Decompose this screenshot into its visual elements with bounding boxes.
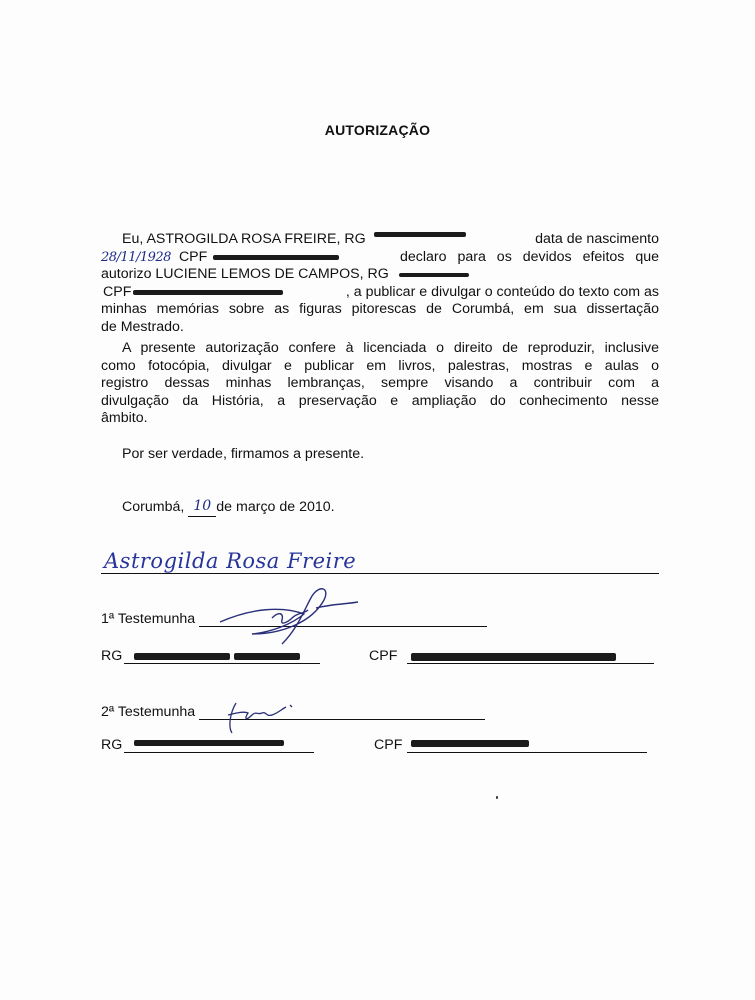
- witness-1-row: 1ª Testemunha: [101, 611, 487, 627]
- witness-1-rg-line: [124, 649, 320, 664]
- paragraph-2-line-4: divulgação da História, a preservação e ampliação do conhecimento nesse: [101, 392, 659, 409]
- paragraph-1-line-6: de Mestrado.: [101, 318, 184, 335]
- redacted-witness-1-rg: [134, 653, 230, 660]
- paragraph-1-line-5: minhas memórias sobre as figuras pitorescas de Corumbá, em sua dissertação: [101, 301, 659, 318]
- paragraph-1-line-4: CPF , a publicar e divulgar o conteúdo do texto com as: [103, 283, 659, 300]
- paragraph-1-line-2: 28/11/1928 CPF declaro para os devidos efeitos que: [101, 248, 659, 265]
- closing-line: Por ser verdade, firmamos a presente.: [122, 446, 365, 462]
- paragraph-2-line-1: A presente autorização confere à licenciada o direito de reproduzir, inclusive: [122, 340, 659, 356]
- paragraph-1-line-3: autorizo LUCIENE LEMOS DE CAMPOS, RG: [101, 266, 659, 284]
- handwritten-day: 10: [188, 498, 216, 517]
- witness-1-rg-row: RG: [101, 648, 320, 664]
- date-line: Corumbá, 10 de março de 2010.: [122, 498, 335, 515]
- witness-2-rg-line: [124, 738, 314, 753]
- witness-1-cpf-line: [407, 649, 654, 664]
- scan-speck: [496, 796, 498, 799]
- redacted-witness-1-cpf: [411, 653, 616, 661]
- witness-1-signature-icon: [212, 578, 362, 648]
- redacted-witness-2-rg: [134, 740, 284, 746]
- handwritten-signature: Astrogilda Rosa Freire: [104, 549, 357, 573]
- witness-2-row: 2ª Testemunha: [101, 704, 485, 720]
- witness-1-cpf-row: CPF: [369, 648, 654, 664]
- paragraph-1: [101, 231, 659, 337]
- witness-2-rg-row: RG: [101, 737, 314, 753]
- redacted-witness-1-rg-2: [234, 653, 300, 660]
- document-title: AUTORIZAÇÃO: [324, 122, 431, 138]
- paragraph-2-line-2: como fotocópia, divulgar e publicar em livros, palestras, mostras e aulas o: [101, 357, 659, 374]
- witness-2-signature-icon: [222, 693, 302, 737]
- redacted-cpf: [213, 255, 339, 260]
- redacted-cpf-2: [133, 290, 283, 295]
- paragraph-2-line-3: registro dessas minhas lembranças, sempre visando a contribuir com a: [101, 375, 659, 392]
- paragraph-2-line-5: âmbito.: [101, 410, 148, 427]
- signature-line: [101, 573, 659, 574]
- witness-2-cpf-row: CPF: [374, 737, 647, 753]
- witness-2-cpf-line: [407, 738, 647, 753]
- redacted-rg-2: [399, 273, 469, 277]
- redacted-rg: [374, 232, 466, 237]
- redacted-witness-2-cpf: [411, 740, 529, 747]
- handwritten-birthdate: 28/11/1928: [101, 249, 171, 265]
- paragraph-1-line-1: Eu, ASTROGILDA ROSA FREIRE, RG data de nascimento: [122, 231, 659, 247]
- paragraph-2: [101, 340, 659, 428]
